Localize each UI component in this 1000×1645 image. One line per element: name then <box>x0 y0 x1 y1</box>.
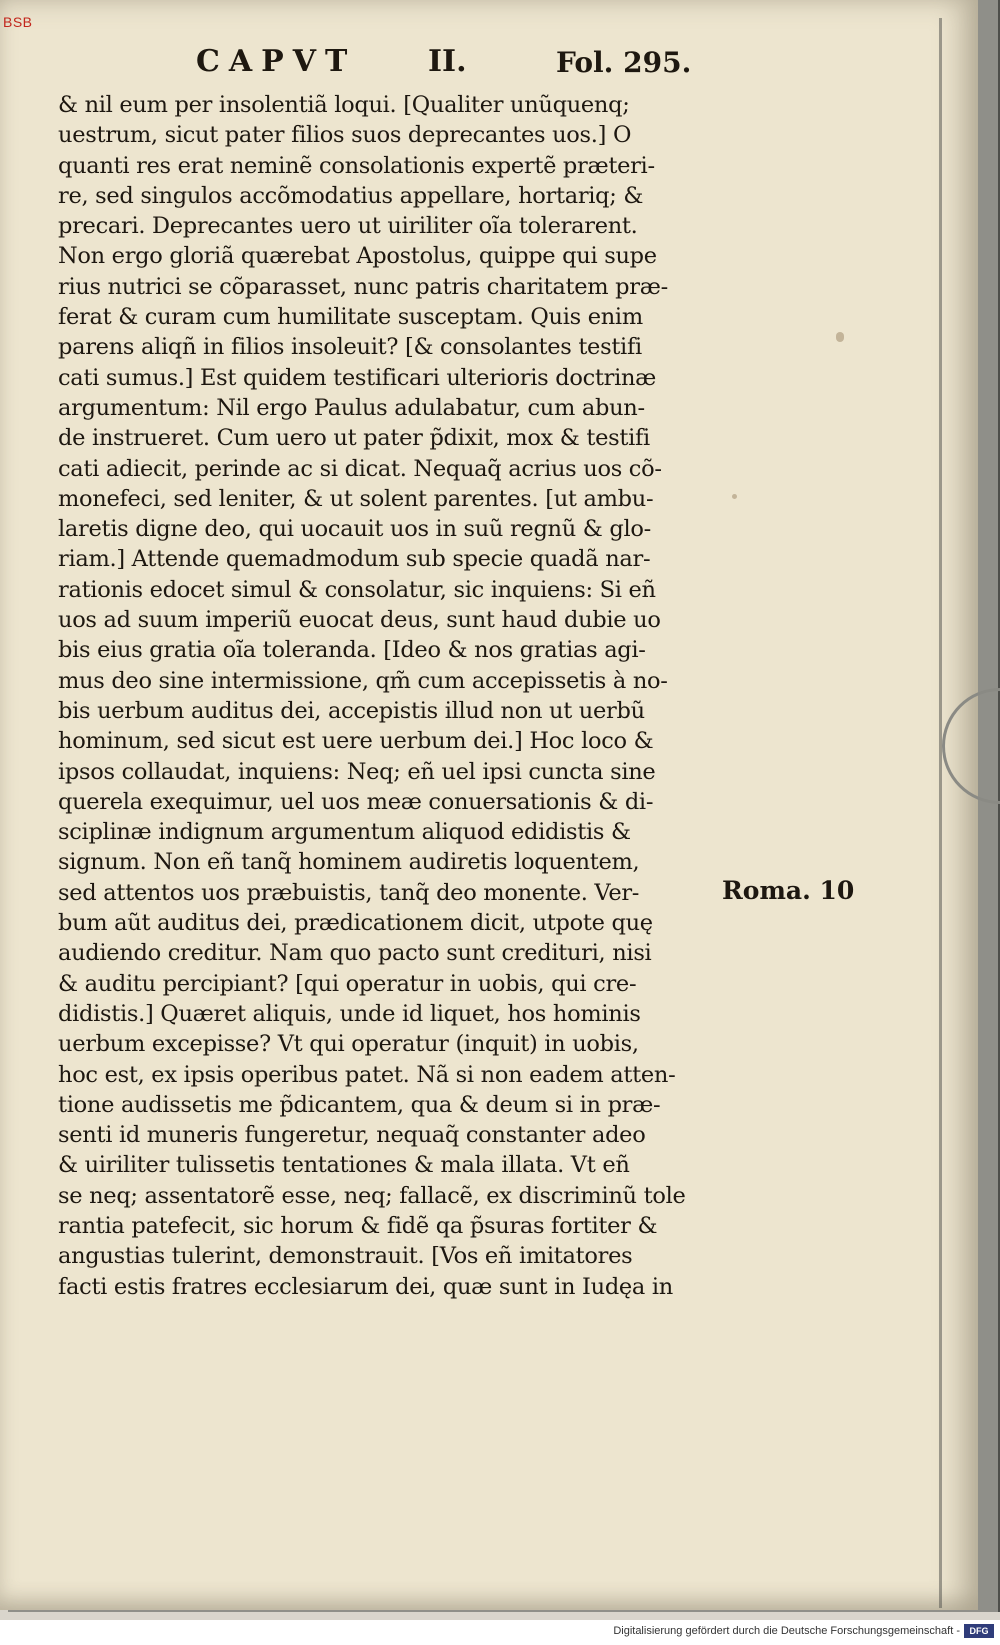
text-line: se neq; assentatorẽ esse, neq; fallacẽ, ex discriminũ tole <box>58 1182 686 1209</box>
folio-number: Fol. 295. <box>556 46 692 79</box>
text-line: uestrum, sicut pater filios suos deprecantes uos.] O <box>58 122 632 149</box>
footer-text: Digitalisierung gefördert durch die Deutsche Forschungsgemeinschaft - <box>613 1625 960 1637</box>
text-line: & uiriliter tulissetis tentationes & mala illata. Vt eñ <box>58 1152 630 1179</box>
margin-note: Roma. 10 <box>722 876 855 905</box>
running-head <box>196 44 716 84</box>
library-stamp: BSB <box>3 14 33 30</box>
body-text <box>58 90 748 1302</box>
paper-speck <box>732 494 737 499</box>
dfg-logo: DFG <box>964 1624 994 1638</box>
text-line: sciplinæ indignum argumentum aliquod edidistis & <box>58 819 631 846</box>
funding-footer <box>0 1620 1000 1645</box>
text-line: monefeci, sed leniter, & ut solent parentes. [ut ambu- <box>58 485 654 512</box>
text-line: audiendo creditur. Nam quo pacto sunt credituri, nisi <box>58 940 652 967</box>
text-line: precari. Deprecantes uero ut uiriliter oĩa tolerarent. <box>58 213 638 240</box>
text-line: bum aũt auditus dei, prædicationem dicit, utpote quę <box>58 910 653 937</box>
text-line: cati adiecit, perinde ac si dicat. Nequaq̃ acrius uos cõ- <box>58 455 662 482</box>
text-line: rius nutrici se cõparasset, nunc patris charitatem præ- <box>58 273 668 300</box>
text-line: hoc est, ex ipsis operibus patet. Nã si non eadem atten- <box>58 1061 676 1088</box>
text-line: parens aliqñ in filios insoleuit? [& consolantes testifi <box>58 334 642 361</box>
text-line: & nil eum per insolentiã loqui. [Qualiter unũquenq; <box>58 92 630 118</box>
text-line: uos ad suum imperiũ euocat deus, sunt haud dubie uo <box>58 607 661 634</box>
text-line: bis eius gratia oĩa toleranda. [Ideo & nos gratias agi- <box>58 637 646 664</box>
text-line: cati sumus.] Est quidem testificari ulterioris doctrinæ <box>58 364 657 391</box>
text-line: ferat & curam cum humilitate susceptam. Quis enim <box>58 304 643 331</box>
text-line: ipsos collaudat, inquiens: Neq; eñ uel ipsi cuncta sine <box>58 758 656 785</box>
text-line: tione audissetis me p̃dicantem, qua & deum si in præ- <box>58 1091 661 1118</box>
chapter-heading: CAPVT <box>196 44 357 79</box>
paper-speck <box>836 332 844 342</box>
chapter-number: II. <box>428 44 467 79</box>
text-line: querela exequimur, uel uos meæ conuersationis & di- <box>58 788 654 815</box>
text-line: riam.] Attende quemadmodum sub specie quadã nar- <box>58 546 651 573</box>
text-line: laretis digne deo, qui uocauit uos in suũ regnũ & glo- <box>58 516 651 543</box>
text-line: uerbum excepisse? Vt qui operatur (inquit) in uobis, <box>58 1031 639 1058</box>
text-line: quanti res erat neminẽ consolationis expertẽ præteri- <box>58 152 655 179</box>
text-line: mus deo sine intermissione, qm̃ cum accepissetis à no- <box>58 667 668 694</box>
text-line: didistis.] Quæret aliquis, unde id liquet, hos hominis <box>58 1000 641 1027</box>
text-line: sed attentos uos præbuistis, tanq̃ deo monente. Ver- <box>58 879 640 906</box>
page-edge-shadow <box>939 18 942 1608</box>
text-line: de instrueret. Cum uero ut pater p̃dixit, mox & testifi <box>58 425 650 452</box>
text-line: angustias tulerint, demonstrauit. [Vos eñ imitatores <box>58 1243 633 1270</box>
text-line: argumentum: Nil ergo Paulus adulabatur, cum abun- <box>58 394 645 421</box>
text-line: rationis edocet simul & consolatur, sic inquiens: Si eñ <box>58 576 656 603</box>
text-line: senti id muneris fungeretur, nequaq̃ constanter adeo <box>58 1122 646 1149</box>
text-line: re, sed singulos accõmodatius appellare, hortariq; & <box>58 182 644 209</box>
text-line: & auditu percipiant? [qui operatur in uobis, qui cre- <box>58 970 637 997</box>
text-line: bis uerbum auditus dei, accepistis illud non ut uerbũ <box>58 697 645 724</box>
text-line: rantia patefecit, sic horum & fidẽ qa p̃suras fortiter & <box>58 1212 658 1239</box>
text-line: hominum, sed sicut est uere uerbum dei.] Hoc loco & <box>58 728 654 755</box>
text-line: facti estis fratres ecclesiarum dei, quæ sunt in Iudęa in <box>58 1273 673 1300</box>
text-line: Non ergo gloriã quærebat Apostolus, quippe qui supe <box>58 243 657 270</box>
text-line: signum. Non eñ tanq̃ hominem audiretis loquentem, <box>58 849 640 876</box>
